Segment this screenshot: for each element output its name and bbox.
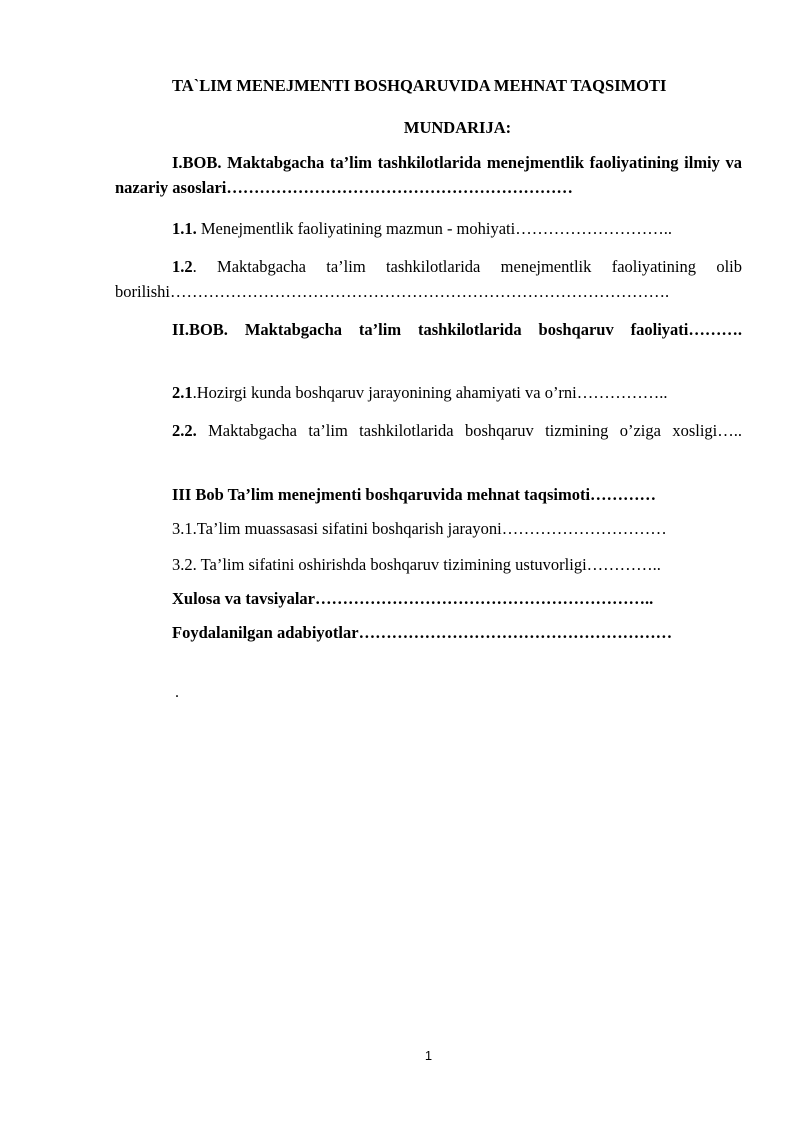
page-number: 1	[424, 1048, 433, 1063]
toc-entry-text: II.BOB. Maktabgacha ta’lim tashkilotlarida boshqaruv faoliyati……….	[172, 320, 742, 339]
toc-entry-text: Foydalanilgan adabiyotlar…………………………………………………	[172, 623, 673, 642]
toc-entry-chapter-2[interactable]	[115, 317, 742, 342]
toc-entry-text: . Maktabgacha ta’lim tashkilotlarida menejmentlik faoliyatining olib borilishi……………………………………………………………………………….	[115, 257, 742, 301]
toc-entry-text: Xulosa va tavsiyalar……………………………………………………..	[172, 589, 654, 608]
toc-entry-number: 2.1	[172, 383, 193, 402]
toc-entry-text: 3.2. Ta’lim sifatini oshirishda boshqaruv tizimining ustuvorligi…………..	[172, 555, 661, 574]
toc-entry-text: .Hozirgi kunda boshqaruv jarayonining ahamiyati va o’rni……………..	[192, 383, 668, 402]
toc-entry-text: 3.1.Ta’lim muassasasi sifatini boshqarish jarayoni…………………………	[172, 519, 667, 538]
toc-entry-text: Menejmentlik faoliyatining mazmun - mohiyati………………………..	[196, 219, 672, 238]
toc-entry-section-3-2[interactable]	[172, 552, 661, 577]
toc-entry-section-2-2[interactable]	[115, 418, 742, 443]
document-title: TA`LIM MENEJMENTI BOSHQARUVIDA MEHNAT TAQSIMOTI	[172, 76, 667, 95]
toc-entry-chapter-3[interactable]	[172, 482, 656, 507]
toc-entry-section-1-1[interactable]	[172, 216, 672, 241]
toc-entry-number: 2.2.	[172, 421, 197, 440]
stray-mark: .	[175, 684, 179, 701]
contents-heading: MUNDARIJA:	[403, 118, 512, 137]
toc-entry-text: III Bob Ta’lim menejmenti boshqaruvida mehnat taqsimoti…………	[172, 485, 657, 504]
toc-entry-section-1-2[interactable]	[115, 254, 742, 304]
toc-entry-text: I.BOB. Maktabgacha ta’lim tashkilotlarida menejmentlik faoliyatining ilmiy va nazariy asoslari………………………………………………………	[115, 153, 742, 197]
toc-entry-references[interactable]	[172, 620, 672, 645]
toc-entry-chapter-1[interactable]	[115, 150, 742, 200]
toc-entry-number: 1.2	[172, 257, 193, 276]
toc-entry-number: 1.1.	[172, 219, 197, 238]
toc-entry-text: Maktabgacha ta’lim tashkilotlarida boshqaruv tizmining o’ziga xosligi…..	[196, 421, 742, 440]
toc-entry-section-2-1[interactable]	[172, 380, 668, 405]
toc-entry-section-3-1[interactable]	[172, 516, 667, 541]
toc-entry-conclusion[interactable]	[172, 586, 653, 611]
